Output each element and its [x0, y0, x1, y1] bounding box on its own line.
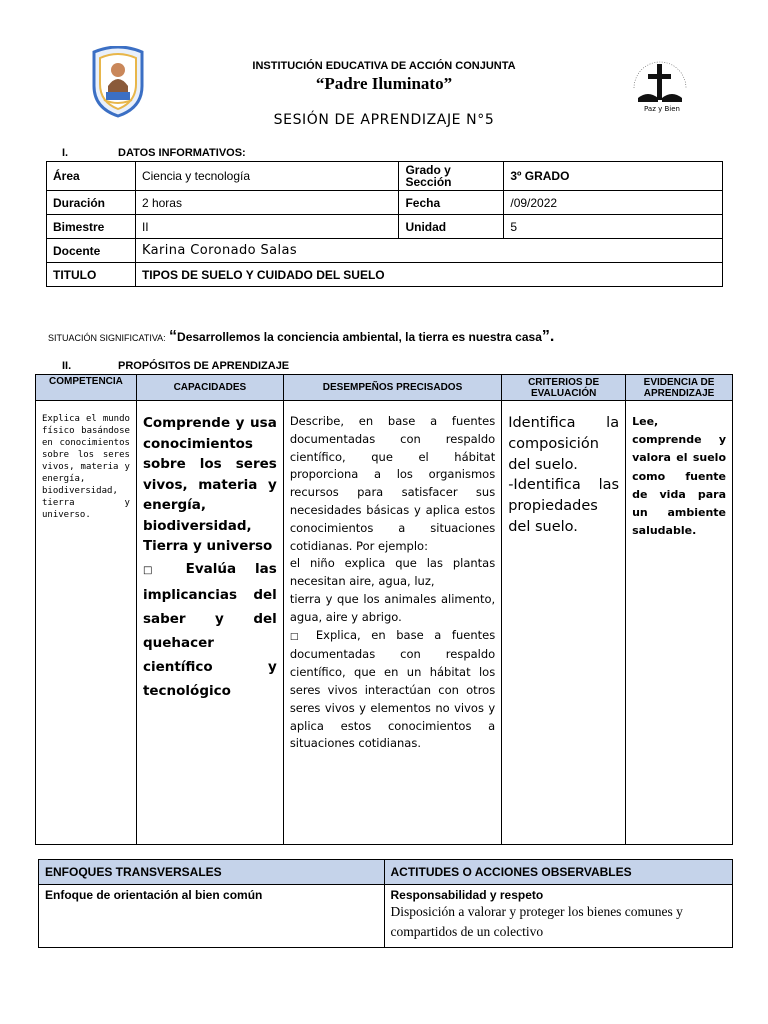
- header-actitudes: ACTITUDES O ACCIONES OBSERVABLES: [384, 860, 733, 885]
- motto-text: Paz y Bien: [644, 105, 680, 113]
- enfoques-table: [38, 859, 733, 948]
- desempeno-1: Describe, en base a fuentes documentadas con respaldo científico, que el hábitat proporciona a los organismos recursos para satisfacer sus necesidades básicas y aplica estos conocimientos a situaciones cotidianas. Por ejemplo:: [289, 414, 496, 553]
- actitud-cell: [384, 885, 733, 948]
- unidad-label: Unidad: [399, 215, 504, 239]
- session-title: SESIÓN DE APRENDIZAJE N°5: [273, 112, 495, 128]
- area-value: Ciencia y tecnología: [135, 162, 399, 191]
- datos-table: [46, 161, 723, 287]
- bullet-icon: □: [142, 564, 167, 576]
- table-row: [47, 263, 723, 287]
- enfoque-cell: Enfoque de orientación al bien común: [39, 885, 385, 948]
- table-row: [47, 239, 723, 263]
- desempeno-3: tierra y que los animales alimento, agua, aire y abrigo.: [289, 591, 496, 624]
- situacion-label: SITUACIÓN SIGNIFICATIVA:: [48, 333, 166, 343]
- desempeno-2: el niño explica que las plantas necesitan aire, agua, luz,: [289, 556, 496, 589]
- table-header-row: [36, 375, 733, 401]
- table-row: [36, 401, 733, 845]
- school-name: “Padre Iluminato”: [315, 74, 453, 93]
- actitud-text: Disposición a valorar y proteger los bienes comunes y compartidos de un colectivo: [390, 904, 683, 939]
- franciscan-logo: [624, 52, 696, 120]
- header-desempenos: DESEMPEÑOS PRECISADOS: [283, 375, 501, 401]
- header-capacidades: CAPACIDADES: [136, 375, 283, 401]
- capacidades-cell: [136, 401, 283, 845]
- criterio-2: -Identifica las propiedades del suelo.: [508, 477, 620, 535]
- table-row: [47, 191, 723, 215]
- desempeno-4: □ Explica, en base a fuentes documentadas con respaldo científico, que en un hábitat los seres vivos interactúan con otros seres vivos y elementos no vivos y aplica estos conocimientos a situaciones cotidianas.: [289, 627, 496, 751]
- school-crest-logo: [90, 46, 146, 118]
- actitud-title: Responsabilidad y respeto: [390, 888, 544, 902]
- docente-value: Karina Coronado Salas: [135, 239, 722, 263]
- table-row: [47, 162, 723, 191]
- situacion-text: Desarrollemos la conciencia ambiental, la tierra es nuestra casa: [177, 330, 542, 344]
- bullet-icon: □: [289, 631, 306, 642]
- desempenos-cell: [283, 401, 501, 845]
- header-criterios: CRITERIOS DE EVALUACIÓN: [502, 375, 626, 401]
- section-heading-propositos: II. PROPÓSITOS DE APRENDIZAJE: [62, 360, 290, 372]
- fecha-label: Fecha: [399, 191, 504, 215]
- capacidad-2: □ Evalúa las implicancias del saber y del quehacer científico y tecnológico: [142, 560, 277, 699]
- duracion-label: Duración: [47, 191, 136, 215]
- bimestre-label: Bimestre: [47, 215, 136, 239]
- header-competencia: COMPETENCIA: [36, 375, 137, 401]
- fecha-value: /09/2022: [504, 191, 723, 215]
- criterios-cell: [502, 401, 626, 845]
- table-row: [39, 885, 733, 948]
- docente-label: Docente: [47, 239, 136, 263]
- competencia-cell: Explica el mundo físico basándose en conocimientos sobre los seres vivos, materia y energía, biodiversidad, tierra y universo.: [36, 401, 137, 845]
- situacion-significativa: SITUACIÓN SIGNIFICATIVA: “Desarrollemos la conciencia ambiental, la tierra es nuestra casa”.: [48, 328, 555, 345]
- header-evidencia: EVIDENCIA DE APRENDIZAJE: [626, 375, 733, 401]
- header-enfoques: ENFOQUES TRANSVERSALES: [39, 860, 385, 885]
- evidencia-cell: Lee, comprende y valora el suelo como fuente de vida para un ambiente saludable.: [626, 401, 733, 845]
- unidad-value: 5: [504, 215, 723, 239]
- bimestre-value: II: [135, 215, 399, 239]
- area-label: Área: [47, 162, 136, 191]
- criterio-1: Identifica la composición del suelo.: [508, 415, 620, 473]
- section-heading-datos: I. DATOS INFORMATIVOS:: [62, 147, 246, 159]
- titulo-value: TIPOS DE SUELO Y CUIDADO DEL SUELO: [135, 263, 722, 287]
- duracion-value: 2 horas: [135, 191, 399, 215]
- institution-name: INSTITUCIÓN EDUCATIVA DE ACCIÓN CONJUNTA: [252, 60, 516, 72]
- capacidad-1: Comprende y usa conocimientos sobre los seres vivos, materia y energía, biodiversidad, Tierra y universo: [142, 415, 277, 554]
- propositos-table: [35, 374, 733, 845]
- table-header-row: [39, 860, 733, 885]
- grado-value: 3º GRADO: [504, 162, 723, 191]
- table-row: [47, 215, 723, 239]
- grado-label: Grado y Sección: [399, 162, 504, 191]
- titulo-label: TITULO: [47, 263, 136, 287]
